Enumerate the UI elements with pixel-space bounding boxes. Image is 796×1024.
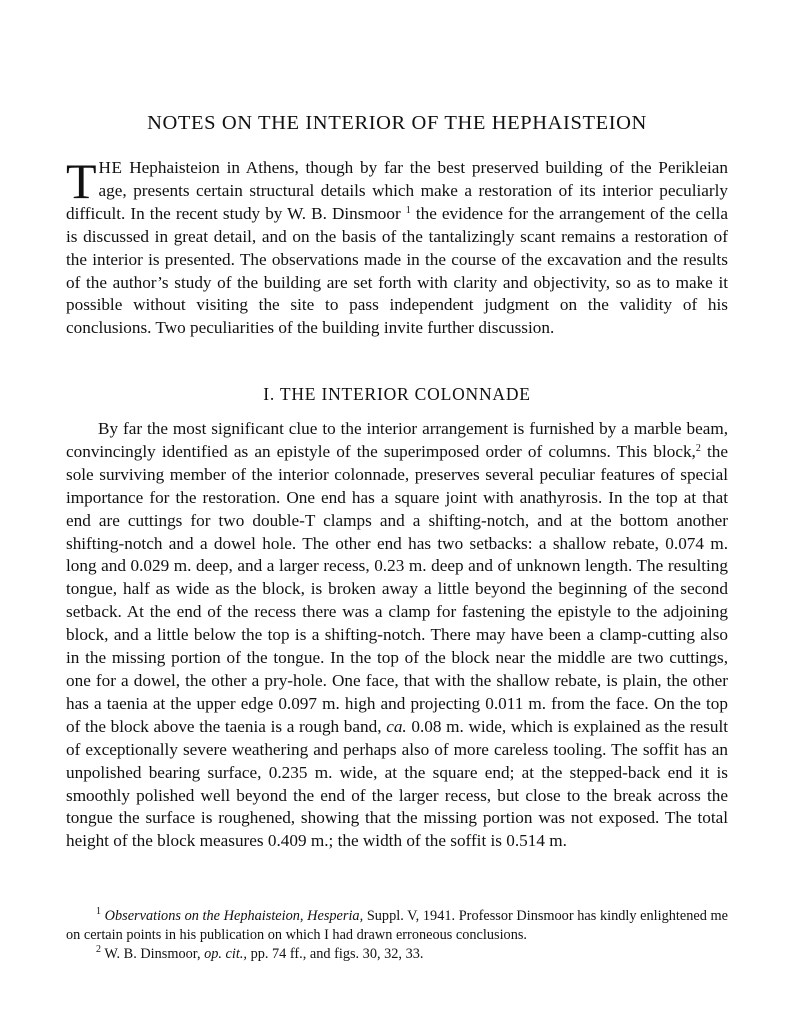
footnote-ref-2[interactable]: 2 — [695, 442, 701, 454]
footnote-number: 1 — [96, 906, 101, 917]
footnote-2-text: pp. 74 ff., and figs. 30, 32, 33. — [247, 946, 424, 962]
footnote-number: 2 — [96, 944, 101, 955]
intro-lead-word: HE — [98, 158, 123, 177]
section-paragraph — [66, 418, 728, 853]
footnote-ref-1[interactable]: 1 — [405, 204, 411, 216]
footnote-1-title: Observations on the Hephaisteion, Hesperia, — [104, 908, 364, 924]
paragraph-text-part-2: the sole surviving member of the interior colonnade, preserves several peculiar features of special importance for the restoration. One end has a square joint with anathyrosis. In the top at that end are cuttings for two double-T clamps and a shifting-notch, and at the bottom another shifting-notch and a dowel hole. The other end has two setbacks: a shallow rebate, 0.074 m. long and 0.029 m. deep, and a larger recess, 0.23 m. deep and of unknown length. The resulting tongue, half as wide as the block, is broken away a little beyond the beginning of the second setback. At the end of the recess there was a clamp for fastening the epistyle to the adjoining block, and a little below the top is a shifting-notch. There may have been a clamp-cutting also in the missing portion of the tongue. In the top of the block near the middle are two cuttings, one for a dowel, the other a pry-hole. One face, that with the shallow rebate, is plain, the other has a taenia at the upper edge 0.097 m. high and projecting 0.011 m. from the face. On the top of the block above the taenia is a rough band, — [66, 441, 728, 736]
footnote-2-citation: op. cit., — [204, 946, 247, 962]
ca-abbreviation: ca. — [386, 716, 407, 736]
paragraph-text-part-3: 0.08 m. wide, which is explained as the result of exceptionally severe weathering and perhaps also of more careless tooling. The soffit has an unpolished bearing surface, 0.235 m. wide, at the square end; at the stepped-back end it is smoothly polished well beyond the end of the larger recess, but close to the break across the tongue the surface is roughened, showing that the missing portion was not exposed. The total height of the block measures 0.409 m.; the width of the soffit is 0.514 m. — [66, 716, 728, 851]
section-heading: I. THE INTERIOR COLONNADE — [263, 384, 531, 404]
paragraph-text-part-1: By far the most significant clue to the interior arrangement is furnished by a marble beam, convincingly identified as an epistyle of the superimposed order of columns. This block, — [66, 419, 728, 461]
intro-text-part-1: Hephaisteion in Athens, though by far the best preserved building of the Perikleian age, presents certain structural details which make a restoration of its interior peculiarly difficult. In the recent study by W. B. Dinsmoor — [66, 158, 728, 223]
drop-cap: T — [66, 153, 97, 209]
intro-paragraph — [66, 153, 728, 340]
article-title: NOTES ON THE INTERIOR OF THE HEPHAISTEION — [147, 112, 647, 134]
footnotes — [66, 907, 728, 964]
footnote-2-author: W. B. Dinsmoor, — [104, 946, 205, 962]
footnote-2 — [66, 945, 728, 964]
intro-text-part-2: the evidence for the arrangement of the cella is discussed in great detail, and on the basis of the tantalizingly scant remains a restoration of the interior is presented. The observations made in the course of the excavation and the results of the author’s study of the building are set forth with clarity and objectivity, so as to make it possible without visiting the site to pass independent judgment on the validity of his conclusions. Two peculiarities of the building invite further discussion. — [66, 203, 728, 338]
footnote-1 — [66, 907, 728, 945]
footnote-1-text: Suppl. V, 1941. Professor Dinsmoor has kindly enlightened me on certain points in his publication on which I had drawn erroneous conclusions. — [66, 908, 729, 943]
